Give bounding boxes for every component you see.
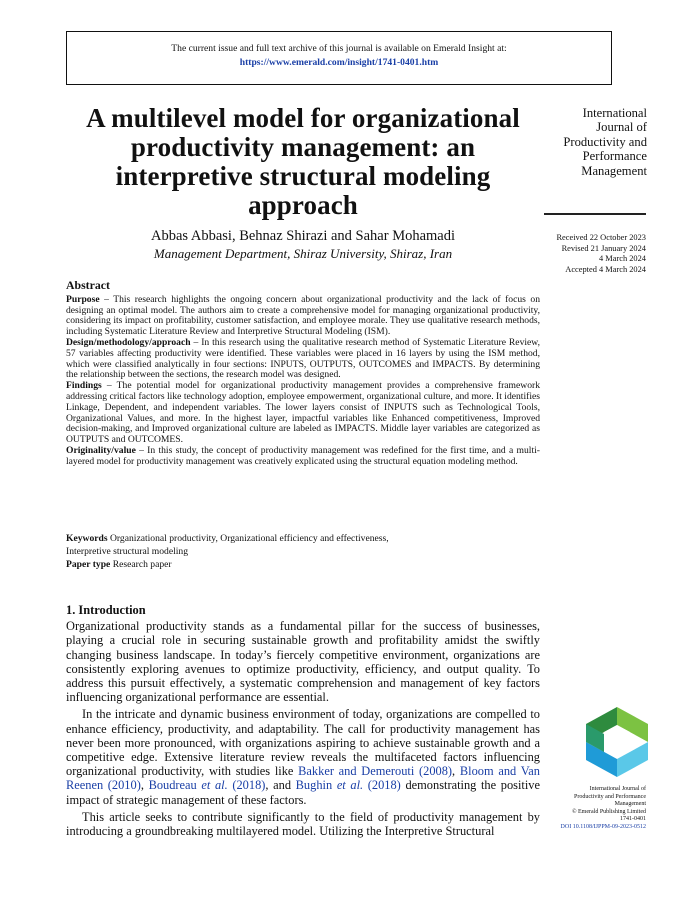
abstract-heading: Abstract [66, 278, 110, 292]
citation-link[interactable]: Bakker and Demerouti (2008) [298, 764, 453, 779]
intro-paragraph-2: In the intricate and dynamic business environment of today, organizations are compelled to enhance efficiency, productivity, and adaptability. The call for productivity management has never been more pronounced, with organizations aspiring to achieve sustainable growth and a competitive edge. Extensive literature review reveals the multifaceted factors influencing organizational productivity, with studies like Bakker and Demerouti (2008), Bloom and Van Reenen (2010), Boudreau et al. (2018), and Bughin et al. (2018) demonstrating the positive impact of strategic management of these factors. [66, 707, 541, 807]
side-divider [544, 213, 646, 215]
intro-paragraph-1: Organizational productivity stands as a fundamental pillar for the success of businesses, playing a crucial role in securing sustainable growth and profitability amidst the swiftly changing business landscape. In today’s fiercely competitive environment, organizations are consistently exploring avenues to optimize productivity, efficiency, and output quality. To address this pursuit effectively, a systematic comprehension and management of key factors influencing organizational performance are essential. [66, 619, 540, 705]
abstract-findings: Findings – The potential model for organizational productivity management provides a comprehensive framework addressing critical factors like technology adoption, employee empowerment, organizational culture, and more. It identifies Linkage, Dependent, and independent variables. The lower layers consist of INPUTS such as Technological Tools, Organizational Values, and more. In the highest layer, impactful variables like Enhanced competitiveness, Improved decision-making, and Improved organizational culture are labeled as IMPACTS. Middle layer variables are categorized as OUTPUTS and OUTCOMES. [66, 380, 540, 446]
abstract-section [66, 280, 540, 468]
affiliation: Management Department, Shiraz University, Shiraz, Iran [153, 246, 453, 261]
doi-link[interactable]: DOI 10.1108/IJPPM-09-2023-0512 [560, 823, 646, 830]
article-dates [547, 233, 646, 275]
notice-text: The current issue and full text archive of this journal is available on Emerald Insight at: [171, 43, 507, 54]
publication-info: International Journal of Productivity and Performance Management © Emerald Publishing Limited 1741-0401 DOI 10.1108/IJPPM-09-2023-0512 [547, 786, 646, 832]
paper-title: A multilevel model for organizational productivity management: an interpretive structural modeling approach [86, 103, 520, 220]
keywords-block [66, 532, 540, 571]
received-date: Received 22 October 2023 [556, 233, 646, 242]
journal-name: International Journal of Productivity and Performance Management [563, 106, 647, 178]
revised-date-2: 4 March 2024 [599, 254, 646, 263]
citation-link[interactable]: Bloom and Van Reenen (2010) [66, 764, 540, 793]
keywords-line-2: Interpretive structural modeling [66, 546, 189, 557]
abstract-originality: Originality/value – In this study, the concept of productivity management was redefined for the first time, and a multi-layered model for productivity management was creatively explicated using the structural equation modeling method. [66, 444, 540, 467]
journal-notice-box [66, 31, 612, 85]
section-heading: 1. Introduction [66, 603, 146, 617]
keywords-line: Keywords Organizational productivity, Organizational efficiency and effectiveness, [66, 533, 389, 544]
revised-date: Revised 21 January 2024 [561, 243, 646, 253]
emerald-logo-icon [586, 707, 648, 777]
accepted-date: Accepted 4 March 2024 [565, 264, 646, 274]
abstract-design: Design/methodology/approach – In this research using the qualitative research method of Systematic Literature Review, 57 variables affecting productivity were identified. These variables were placed in 16 layers by using the ISM method, which were classified analytically in four sections: INPUTS, OUTPUTS, OUTCOMES and IMPACTS. By determining the relationship between the sections, the research model was designed. [66, 336, 540, 381]
intro-paragraph-3: This article seeks to contribute significantly to the field of productivity management by introducing a groundbreaking multilayered model. Utilizing the Interpretive Structural [66, 809, 540, 839]
introduction-section [66, 603, 540, 841]
abstract-purpose: Purpose – This research highlights the ongoing concern about organizational productivity and the lack of focus on designing an optimal model. The authors aim to create a comprehensive model for managing organizational productivity, considering its impact on profitability, customer satisfaction, and employee morale. They use qualitative research methods, including Systematic Literature Review and Interpretive Structural Modeling (ISM). [66, 293, 540, 338]
authors: Abbas Abbasi, Behnaz Shirazi and Sahar Mohamadi [150, 228, 456, 244]
paper-type: Paper type Research paper [66, 559, 172, 570]
citation-link[interactable]: Boudreau et al. (2018) [148, 778, 266, 793]
journal-url-link[interactable]: https://www.emerald.com/insight/1741-0401.htm [239, 57, 439, 68]
citation-link[interactable]: Bughin et al. (2018) [295, 778, 401, 793]
